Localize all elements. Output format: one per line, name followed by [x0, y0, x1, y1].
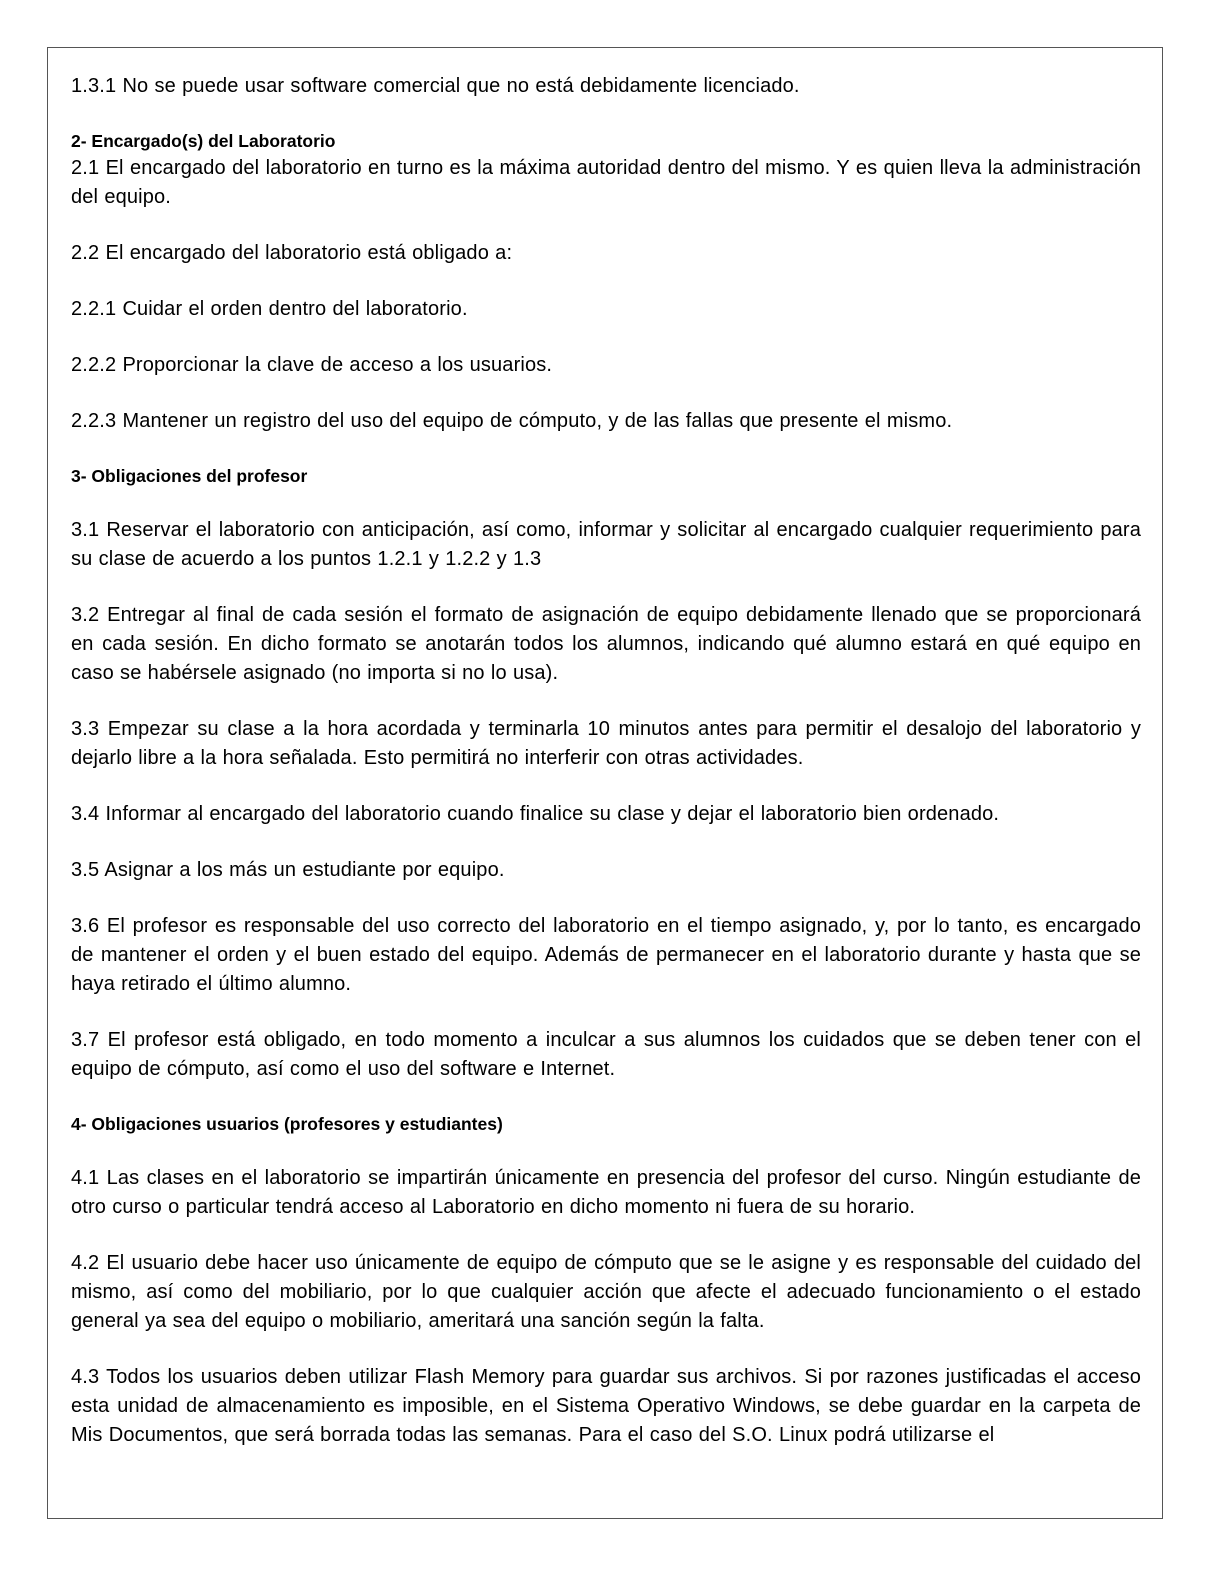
paragraph-1-3-1: 1.3.1 No se puede usar software comercial que no está debidamente licenciado.: [71, 75, 800, 97]
paragraph-4-3: 4.3 Todos los usuarios deben utilizar Flash Memory para guardar sus archivos. Si por razones justificadas el acceso esta unidad de almacenamiento es imposible, en el Sistema Operativo Windows, se debe guardar en la carpeta de Mis Documentos, que será borrada todas las semanas. Para el caso del S.O. Linux podrá utilizarse el: [71, 1366, 1141, 1446]
paragraph-3-7: 3.7 El profesor está obligado, en todo momento a inculcar a sus alumnos los cuidados que se deben tener con el equipo de cómputo, así como el uso del software e Internet.: [71, 1029, 1141, 1080]
paragraph-3-3: 3.3 Empezar su clase a la hora acordada y terminarla 10 minutos antes para permitir el desalojo del laboratorio y dejarlo libre a la hora señalada. Esto permitirá no interferir con otras actividades.: [71, 718, 1141, 769]
paragraph-2-2-1: 2.2.1 Cuidar el orden dentro del laboratorio.: [71, 298, 468, 320]
section-heading-3: 3- Obligaciones del profesor: [71, 466, 308, 486]
paragraph-3-1: 3.1 Reservar el laboratorio con anticipación, así como, informar y solicitar al encargado cualquier requerimiento para su clase de acuerdo a los puntos 1.2.1 y 1.2.2 y 1.3: [71, 519, 1141, 570]
paragraph-2-2-2: 2.2.2 Proporcionar la clave de acceso a los usuarios.: [71, 354, 553, 376]
paragraph-3-4: 3.4 Informar al encargado del laboratorio cuando finalice su clase y dejar el laboratorio bien ordenado.: [71, 803, 1000, 825]
paragraph-3-2: 3.2 Entregar al final de cada sesión el formato de asignación de equipo debidamente llenado que se proporcionará en cada sesión. En dicho formato se anotarán todos los alumnos, indicando qué alumno estará en qué equipo en caso se habérsele asignado (no importa si no lo usa).: [71, 604, 1141, 684]
section-heading-4: 4- Obligaciones usuarios (profesores y estudiantes): [71, 1114, 503, 1134]
paragraph-3-6: 3.6 El profesor es responsable del uso correcto del laboratorio en el tiempo asignado, y, por lo tanto, es encargado de mantener el orden y el buen estado del equipo. Además de permanecer en el laboratorio durante y hasta que se haya retirado el último alumno.: [71, 915, 1141, 995]
paragraph-3-5: 3.5 Asignar a los más un estudiante por equipo.: [71, 859, 505, 881]
document-body: [71, 72, 1141, 1450]
paragraph-2-2-3: 2.2.3 Mantener un registro del uso del equipo de cómputo, y de las fallas que presente el mismo.: [71, 410, 953, 432]
paragraph-4-1: 4.1 Las clases en el laboratorio se impartirán únicamente en presencia del profesor del curso. Ningún estudiante de otro curso o particular tendrá acceso al Laboratorio en dicho momento ni fuera de su horario.: [71, 1167, 1141, 1218]
paragraph-4-2: 4.2 El usuario debe hacer uso únicamente de equipo de cómputo que se le asigne y es responsable del cuidado del mismo, así como del mobiliario, por lo que cualquier acción que afecte el adecuado funcionamiento o el estado general ya sea del equipo o mobiliario, ameritará una sanción según la falta.: [71, 1252, 1141, 1332]
paragraph-2-2: 2.2 El encargado del laboratorio está obligado a:: [71, 242, 513, 264]
paragraph-2-1: 2.1 El encargado del laboratorio en turno es la máxima autoridad dentro del mismo. Y es quien lleva la administración del equipo.: [71, 157, 1141, 208]
section-heading-2: 2- Encargado(s) del Laboratorio: [71, 131, 336, 151]
